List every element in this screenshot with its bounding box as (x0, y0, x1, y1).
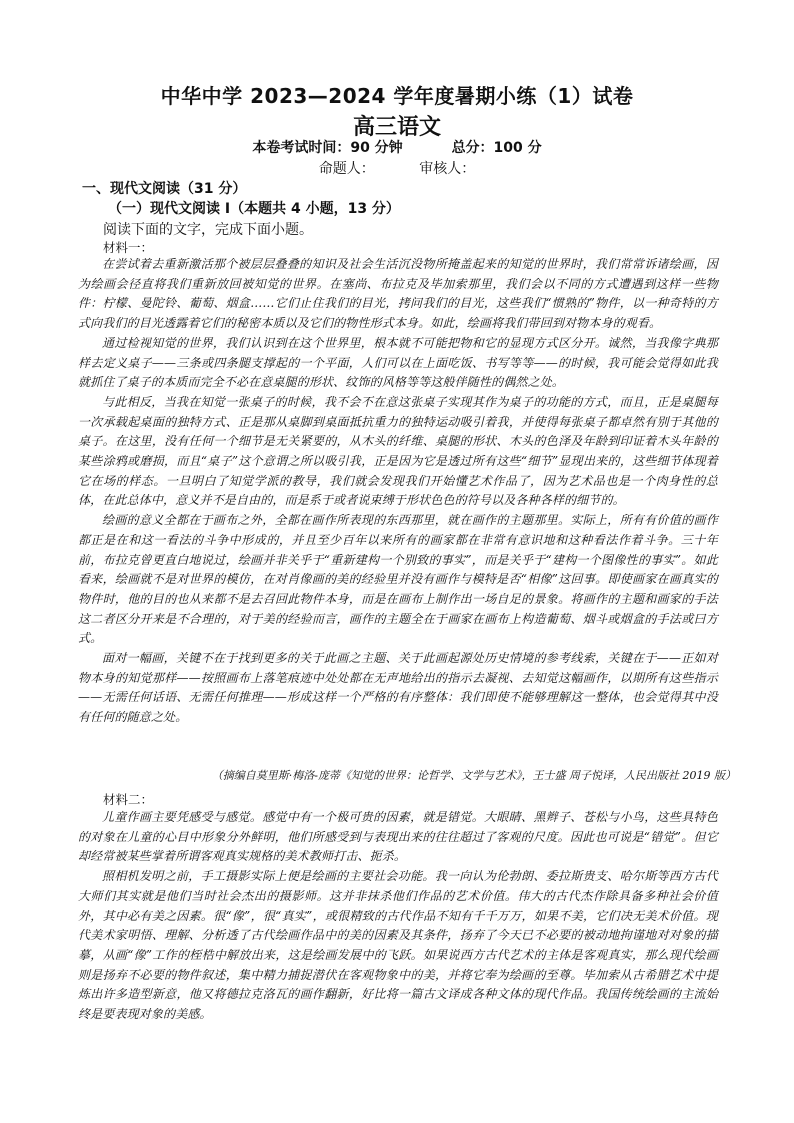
material1-paragraph: 绘画的意义全都在于画布之外，全都在画作所表现的东西那里，就在画作的主题那里。实际上，所有有价值的画作都正是在和这一看法的斗争中形成的，并且至少百年以来所有的画家都在非常有意识地和这种看法作着斗争。三十年前，布拉克曾更直白地说过，绘画并非关乎于“重新建构一个别致的事实”，而是关乎于“建构一个图像性的事实”。如此看来，绘画就不是对世界的模仿，在对肖像画的美的经验里并没有画作与模特是否“相像”这回事。即使画家在画真实的物件时，他的目的也从来都不是去召回此物件本身，而是在画布上制作出一场自足的景象。将画作的主题和画家的手法这二者区分开来是不合理的，对于美的经验而言，画作的主题全在于画家在画布上构造葡萄、烟斗或烟盒的手法或曰方式。 (78, 513, 718, 646)
material1-citation: （摘编自莫里斯·梅洛-庞蒂《知觉的世界：论哲学、文学与艺术》，王士盛 周子悦译，人民出版社 2019 版） (211, 769, 736, 782)
reviewer: 审核人： (419, 161, 476, 177)
material1-paragraph: 面对一幅画，关键不在于找到更多的关于此画之主题、关于此画起源处历史情境的参考线索，关键在于——正如对物本身的知觉那样——按照画布上落笔痕迹中处处都在无声地给出的指示去凝视、去知觉这幅画作，以期所有这些指示——无需任何话语、无需任何推理——形成这样一个严格的有序整体：我们即使不能够理解这一整体，也会觉得其中没有任何的随意之处。 (78, 651, 718, 725)
material2-body (78, 808, 718, 1025)
proposer: 命题人： (318, 161, 375, 177)
material1-paragraph: 与此相反，当我在知觉一张桌子的时候，我不会不在意这张桌子实现其作为桌子的功能的方式，而且，正是桌腿每一次承载起桌面的独特方式、正是那从桌脚到桌面抵抗重力的独特运动吸引着我，并使得每张桌子都卓然有别于其他的桌子。在这里，没有任何一个细节是无关紧要的，从木头的纤维、桌腿的形状、木头的色泽及年龄到印证着木头年龄的某些涂鸦或磨损，而且“桌子”这个意谓之所以吸引我，正是因为它是透过所有这些“细节”显现出来的，这些细节体现着它在场的样态。一旦明白了知觉学派的教导，我们就会发现我们开始懂艺术作品了，因为艺术品也是一个肉身性的总体，在此总体中，意义并不是自由的，而是系于或者说束缚于形状色色的符号以及各种各样的细节的。 (78, 394, 718, 508)
material2-label: 材料二： (103, 792, 154, 807)
exam-time: 本卷考试时间：90 分钟 (252, 140, 403, 156)
material1-body (78, 255, 718, 728)
section-subheading: （一）现代文阅读 I（本题共 4 小题，13 分） (108, 201, 400, 217)
subject-title: 高三语文 (352, 115, 441, 140)
total-score: 总分：100 分 (451, 140, 542, 156)
material1-paragraph: 在尝试着去重新激活那个被层层叠叠的知识及社会生活沉没物所掩盖起来的知觉的世界时，我们常常诉诸绘画，因为绘画会径直将我们重新放回被知觉的世界。在塞尚、布拉克及毕加索那里，我们会以不同的方式遭遇到这样一些物件：柠檬、曼陀铃、葡萄、烟盒……它们止住我们的目光，拷问我们的目光，这些我们“惯熟的”物件，以一种奇特的方式向我们的目光透露着它们的秘密本质以及它们的物性形式本身。如此，绘画将我们带回到对物本身的观看。 (78, 257, 718, 331)
section-heading: 一、现代文阅读（31 分） (82, 181, 247, 197)
instruction: 阅读下面的文字，完成下面小题。 (103, 222, 313, 238)
material2-paragraph: 照相机发明之前，手工摄影实际上便是绘画的主要社会功能。我一向认为伦勃朗、委拉斯贵支、哈尔斯等西方古代大师们其实就是他们当时社会杰出的摄影师。这并非抹杀他们作品的艺术价值。伟大的古代杰作除具备多种社会价值外，其中必有美之因素。很“像”，很“真实”，或很精致的古代作品不知有千千万万，如果不美，它们决无美术价值。现代美术家明悟、理解、分析透了古代绘画作品中的美的因素及其条件，扬弃了今天已不必要的被动地拘谨地对对象的描摹，从画“像”工作的桎梏中解放出来，这是绘画发展中的飞跃。如果说西方古代艺术的主体是客观真实，那么现代绘画则是扬弃不必要的物件叙述，集中精力捕捉潜伏在客观物象中的美，并将它奉为绘画的至尊。毕加索从古希腊艺术中提炼出许多造型新意，他又将德拉克洛瓦的画作翻新，好比将一篇古文译成各种文体的现代作品。我国传统绘画的主流始终是要表现对象的美感。 (78, 869, 718, 1022)
material2-paragraph: 儿童作画主要凭感受与感觉。感觉中有一个极可贵的因素，就是错觉。大眼睛、黑辫子、苍松与小鸟，这些具特色的对象在儿童的心目中形象分外鲜明，他们所感受到与表现出来的往往超过了客观的尺度。因此也可说是“错觉”。但它却经常被某些掌着所谓客观真实规格的美术教师打击、扼杀。 (78, 810, 718, 864)
exam-meta (0, 137, 794, 157)
material1-paragraph: 通过检视知觉的世界，我们认识到在这个世界里，根本就不可能把物和它的显现方式区分开。诚然，当我像字典那样去定义桌子——三条或四条腿支撑起的一个平面，人们可以在上面吃饭、书写等等——的时候，我可能会觉得如此我就抓住了桌子的本质而完全不必在意桌腿的形状、纹饰的风格等等这般伴随性的偶然之处。 (78, 335, 718, 390)
exam-title: 中华中学 2023—2024 学年度暑期小练（1）试卷 (160, 84, 634, 108)
material1-label: 材料一： (103, 240, 154, 255)
exam-people (0, 158, 794, 178)
